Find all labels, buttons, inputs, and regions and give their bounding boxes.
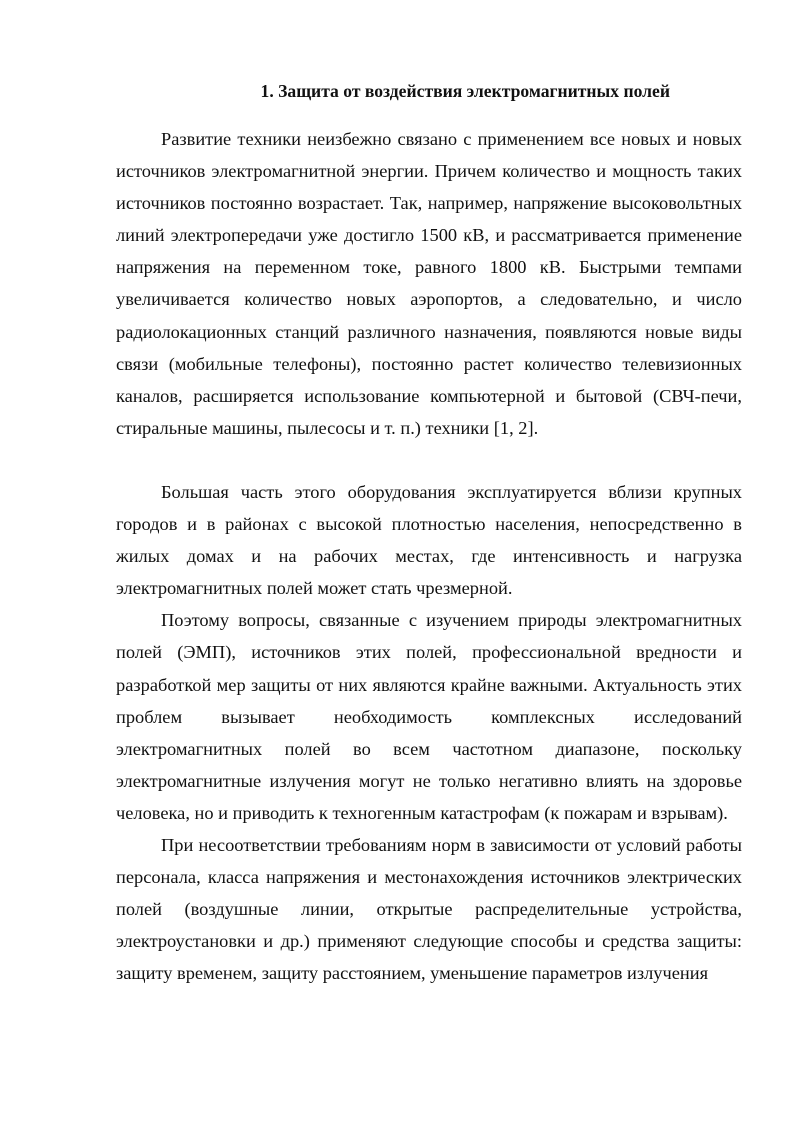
paragraph-4: При несоответствии требованиям норм в зависимости от условий работы персонала, класса напряжения и местонахождения источников электрических полей (воздушные линии, открытые распределительные устройства, электроустановки и др.) применяют следующие способы и средства защиты: защиту временем, защиту расстоянием, уменьшение параметров излучения <box>116 834 742 984</box>
paragraph-1: Развитие техники неизбежно связано с применением все новых и новых источников электромагнитной энергии. Причем количество и мощность таких источников постоянно возрастает. Так, например, напряжение высоковольтных линий электропередачи уже достигло 1500 кВ, и рассматривается применение напряжения на переменном токе, равного 1800 кВ. Быстрыми темпами увеличивается количество новых аэропортов, а следовательно, и число радиолокационных станций различного назначения, появляются новые виды связи (мобильные телефоны), постоянно растет количество телевизионных каналов, расширяется использование компьютерной и бытовой (СВЧ-печи, стиральные машины, пылесосы и т. п.) техники [1, 2]. <box>116 129 742 438</box>
paragraph-2: Большая часть этого оборудования эксплуатируется вблизи крупных городов и в районах с высокой плотностью населения, непосредственно в жилых домах и на рабочих местах, где интенсивность и нагрузка электромагнитных полей может стать чрезмерной. <box>116 481 742 599</box>
paragraph-3: Поэтому вопросы, связанные с изучением природы электромагнитных полей (ЭМП), источников этих полей, профессиональной вредности и разработкой мер защиты от них являются крайне важными. Актуальность этих проблем вызывает необходимость комплексных исследований электромагнитных полей во всем частотном диапазоне, поскольку электромагнитные излучения могут не только негативно влиять на здоровье человека, но и приводить к техногенным катастрофам (к пожарам и взрывам). <box>116 610 742 823</box>
document-body <box>116 123 742 989</box>
section-heading: 1. Защита от воздействия электромагнитных полей <box>260 81 670 101</box>
